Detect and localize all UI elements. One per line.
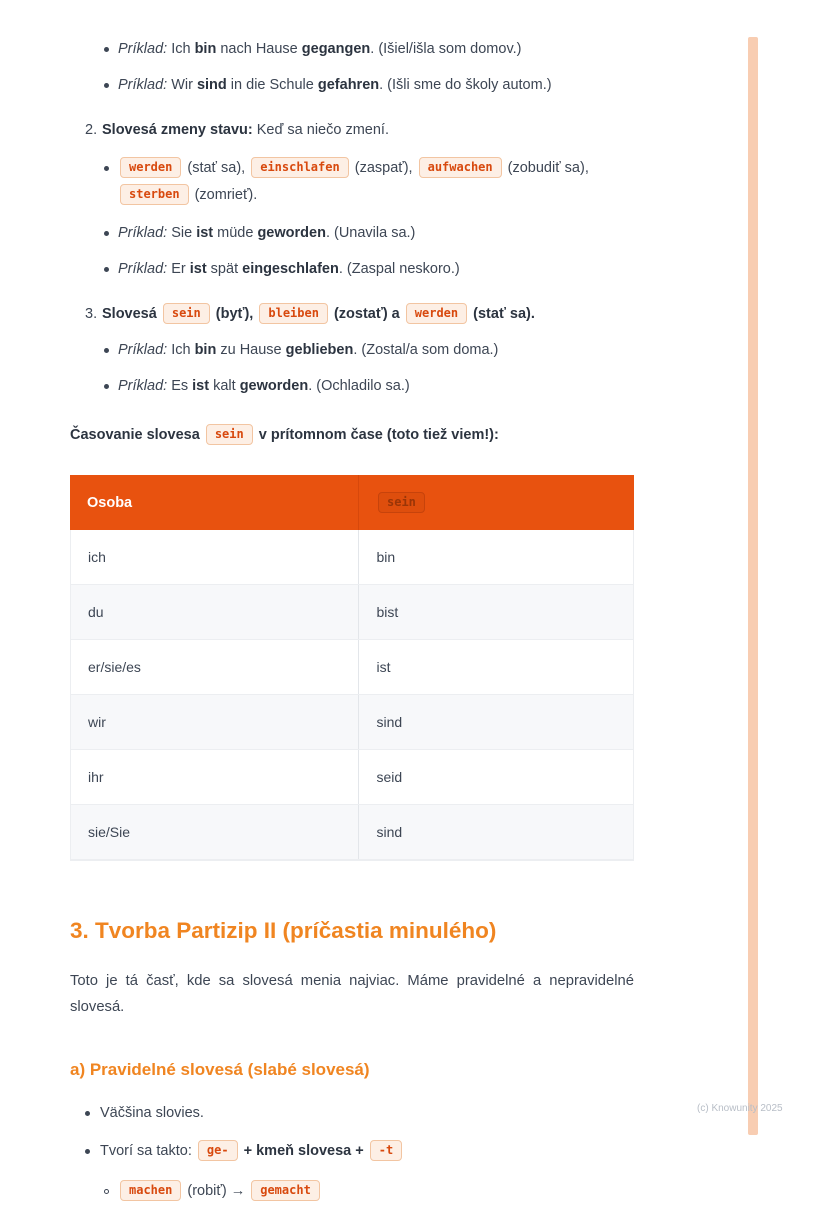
bullet-icon <box>104 83 109 88</box>
table-row <box>71 530 633 585</box>
bullet-icon <box>104 384 109 389</box>
numbered-item-2 <box>85 119 634 142</box>
cell-form: bist <box>358 585 633 639</box>
subsection-a-heading: a) Pravidelné slovesá (slabé slovesá) <box>70 1060 370 1079</box>
cell-form: bin <box>358 530 633 584</box>
header-cell-sein <box>358 475 633 530</box>
state-change-list <box>70 155 634 281</box>
item-number: 3. <box>85 306 98 322</box>
cell-form: seid <box>358 750 633 804</box>
code-chip: ge- <box>198 1140 238 1161</box>
list-item <box>70 38 634 61</box>
cell-form: sind <box>358 805 633 859</box>
regular-verbs-list <box>70 1102 634 1165</box>
list-item <box>70 339 634 362</box>
list-item <box>70 1138 634 1165</box>
bullet-icon <box>104 348 109 353</box>
code-chip: aufwachen <box>419 157 502 178</box>
bullet-text: Tvorí sa takto: ge- + kmeň slovesa + -t <box>100 1143 404 1159</box>
example-text: Príklad: Sie ist müde geworden. (Unavila sa.) <box>118 225 416 241</box>
table-header-row <box>70 475 634 530</box>
code-chip: bleiben <box>259 303 328 324</box>
list-item <box>70 222 634 245</box>
table-body <box>70 530 634 861</box>
conjugation-intro: Časovanie slovesa sein v prítomnom čase (toto tiež viem!): <box>70 423 634 448</box>
code-chip: machen <box>120 1180 181 1201</box>
cell-person: ich <box>88 549 106 565</box>
bullet-icon <box>104 231 109 236</box>
document-content <box>70 38 634 1215</box>
copyright: (c) Knowunity 2025 <box>697 1103 783 1114</box>
cell-form: sind <box>358 695 633 749</box>
item-number: 2. <box>85 122 98 138</box>
section3-heading: 3. Tvorba Partizip II (príčastia minulého) <box>70 918 497 943</box>
movement-examples-list <box>70 38 634 97</box>
cell-person: sie/Sie <box>88 824 131 840</box>
item-title: Slovesá sein (byť), bleiben (zostať) a werden (stať sa). <box>102 303 634 326</box>
list-item <box>70 375 634 398</box>
code-chip: sterben <box>120 184 189 205</box>
bullet-icon <box>85 1111 90 1116</box>
code-chip: gemacht <box>251 1180 320 1201</box>
table-row <box>71 805 633 860</box>
list-item <box>70 155 634 209</box>
regular-verbs-sublist <box>70 1178 634 1205</box>
example-text: Príklad: Ich bin nach Hause gegangen. (Išiel/išla som domov.) <box>118 41 522 57</box>
example-text: Príklad: Ich bin zu Hause geblieben. (Zostal/a som doma.) <box>118 342 499 358</box>
bullet-icon <box>104 267 109 272</box>
bullet-icon <box>104 47 109 52</box>
code-chip: werden <box>406 303 467 324</box>
header-cell-osoba: Osoba <box>87 494 133 511</box>
list-item <box>70 1178 634 1205</box>
sub-bullet-text: machen (robiť) → gemacht <box>118 1183 322 1199</box>
example-text: Príklad: Er ist spät eingeschlafen. (Zaspal neskoro.) <box>118 261 460 277</box>
circle-bullet-icon <box>104 1189 109 1194</box>
code-chip: sein <box>378 492 425 513</box>
list-item <box>70 1102 634 1125</box>
table-row <box>71 640 633 695</box>
code-chip: werden <box>120 157 181 178</box>
code-chip: sein <box>206 424 253 445</box>
table-row <box>71 750 633 805</box>
example-text: Príklad: Es ist kalt geworden. (Ochladilo sa.) <box>118 378 410 394</box>
item-title: Slovesá zmeny stavu: Keď sa niečo zmení. <box>102 122 389 138</box>
code-chip: einschlafen <box>251 157 348 178</box>
cell-person: du <box>88 604 104 620</box>
cell-person: er/sie/es <box>88 659 141 675</box>
page-edge-stripe <box>748 37 758 1135</box>
example-text: Príklad: Wir sind in die Schule gefahren. (Išli sme do školy autom.) <box>118 77 552 93</box>
code-chip: sein <box>163 303 210 324</box>
sein-bleiben-werden-list <box>70 339 634 398</box>
cell-form: ist <box>358 640 633 694</box>
cell-person: ihr <box>88 769 104 785</box>
table-row <box>71 695 633 750</box>
cell-person: wir <box>88 714 106 730</box>
bullet-icon <box>85 1149 90 1154</box>
bullet-icon <box>104 166 109 171</box>
list-item <box>70 74 634 97</box>
code-chip: -t <box>370 1140 402 1161</box>
conjugation-table <box>70 475 634 861</box>
section3-paragraph: Toto je tá časť, kde sa slovesá menia najviac. Máme pravidelné a nepravidelné slovesá. <box>70 973 634 1015</box>
numbered-item-3 <box>85 303 634 326</box>
list-item <box>70 258 634 281</box>
bullet-text: Väčšina slovies. <box>100 1105 204 1121</box>
verbs-line: werden (stať sa), einschlafen (zaspať), aufwachen (zobudiť sa), sterben (zomrieť). <box>118 160 589 203</box>
table-row <box>71 585 633 640</box>
